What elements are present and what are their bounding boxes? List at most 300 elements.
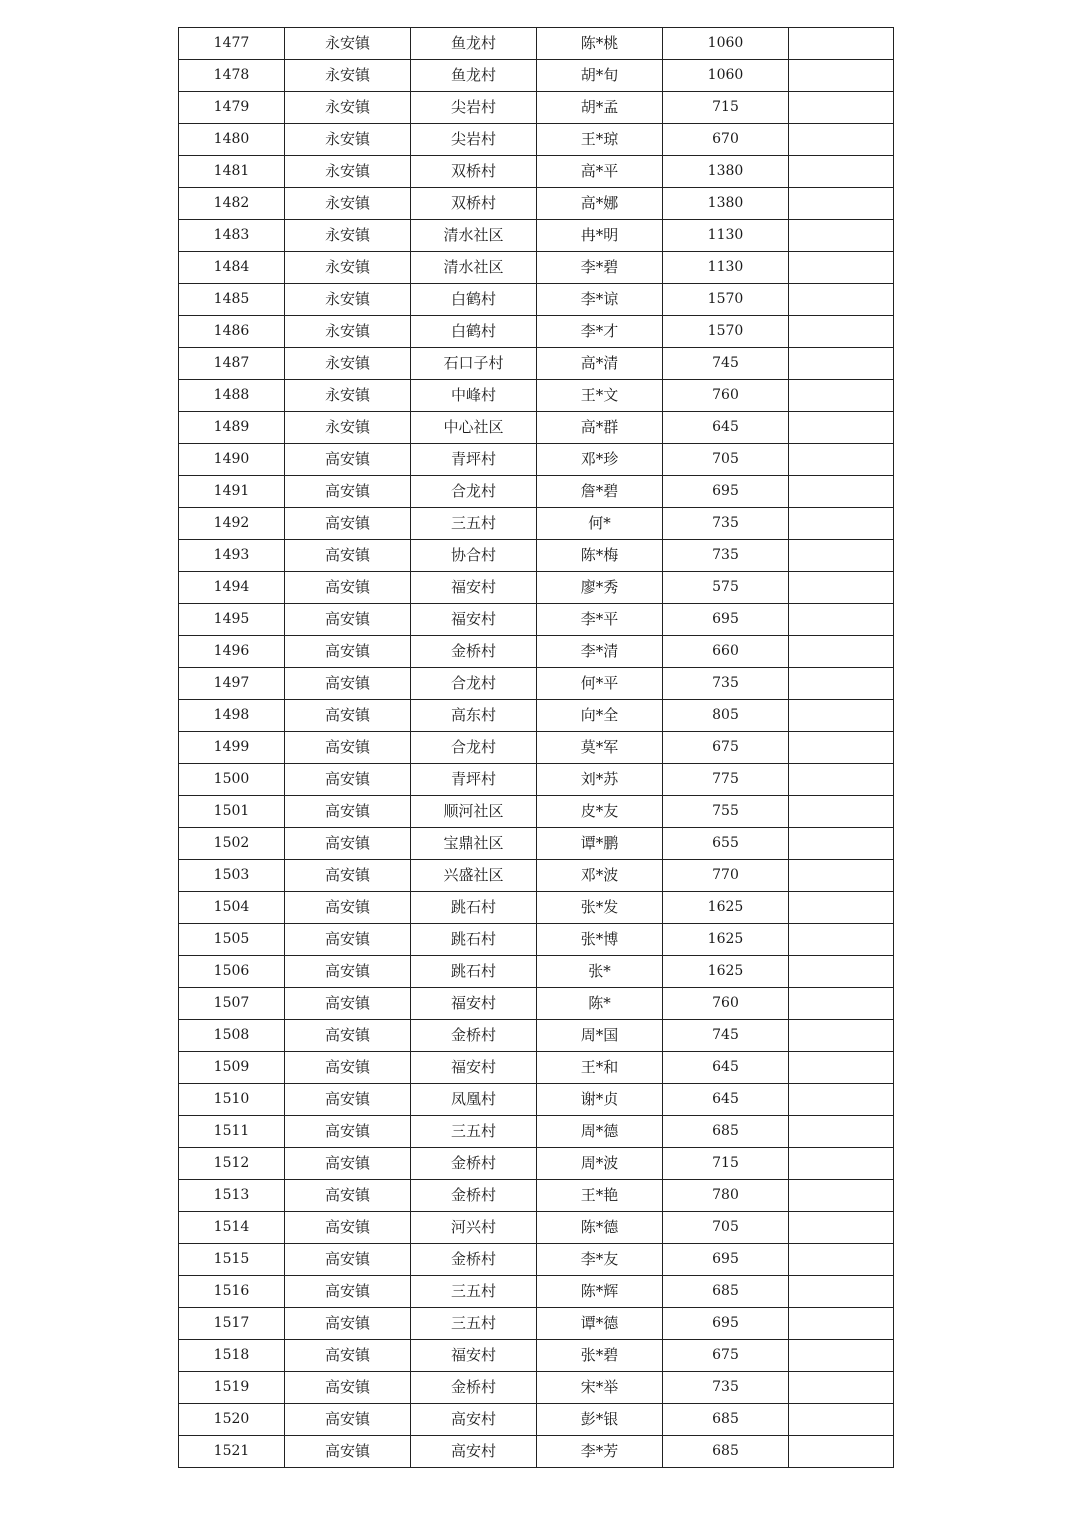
- cell-remark: [789, 1372, 894, 1404]
- cell-town: 高安镇: [285, 668, 411, 700]
- cell-name: 邓*波: [537, 860, 663, 892]
- cell-remark: [789, 1148, 894, 1180]
- cell-amount: 1380: [663, 188, 789, 220]
- cell-serial: 1488: [179, 380, 285, 412]
- table-row: [179, 1244, 894, 1276]
- cell-village: 三五村: [411, 1308, 537, 1340]
- table-row: [179, 444, 894, 476]
- cell-serial: 1502: [179, 828, 285, 860]
- cell-village: 清水社区: [411, 252, 537, 284]
- cell-village: 尖岩村: [411, 92, 537, 124]
- cell-village: 福安村: [411, 1052, 537, 1084]
- cell-amount: 685: [663, 1276, 789, 1308]
- cell-name: 邓*珍: [537, 444, 663, 476]
- cell-amount: 685: [663, 1436, 789, 1468]
- cell-remark: [789, 1212, 894, 1244]
- cell-serial: 1487: [179, 348, 285, 380]
- cell-village: 鱼龙村: [411, 60, 537, 92]
- table-row: [179, 1372, 894, 1404]
- cell-town: 高安镇: [285, 988, 411, 1020]
- cell-remark: [789, 892, 894, 924]
- cell-town: 高安镇: [285, 828, 411, 860]
- cell-remark: [789, 348, 894, 380]
- cell-village: 跳石村: [411, 924, 537, 956]
- cell-town: 高安镇: [285, 796, 411, 828]
- cell-town: 高安镇: [285, 1372, 411, 1404]
- cell-remark: [789, 988, 894, 1020]
- cell-name: 陈*: [537, 988, 663, 1020]
- cell-serial: 1484: [179, 252, 285, 284]
- cell-village: 金桥村: [411, 1148, 537, 1180]
- cell-town: 高安镇: [285, 636, 411, 668]
- cell-amount: 715: [663, 92, 789, 124]
- cell-village: 高安村: [411, 1404, 537, 1436]
- cell-village: 金桥村: [411, 1372, 537, 1404]
- table-row: [179, 60, 894, 92]
- cell-village: 尖岩村: [411, 124, 537, 156]
- cell-town: 高安镇: [285, 1308, 411, 1340]
- cell-remark: [789, 1052, 894, 1084]
- cell-amount: 575: [663, 572, 789, 604]
- cell-amount: 1625: [663, 924, 789, 956]
- cell-amount: 695: [663, 476, 789, 508]
- cell-amount: 1380: [663, 156, 789, 188]
- table-row: [179, 156, 894, 188]
- cell-town: 高安镇: [285, 956, 411, 988]
- table-row: [179, 284, 894, 316]
- table-row: [179, 28, 894, 60]
- cell-serial: 1498: [179, 700, 285, 732]
- cell-amount: 780: [663, 1180, 789, 1212]
- cell-village: 福安村: [411, 604, 537, 636]
- cell-serial: 1494: [179, 572, 285, 604]
- cell-town: 高安镇: [285, 700, 411, 732]
- cell-name: 高*清: [537, 348, 663, 380]
- cell-town: 高安镇: [285, 1148, 411, 1180]
- cell-serial: 1507: [179, 988, 285, 1020]
- cell-amount: 1060: [663, 60, 789, 92]
- cell-name: 李*平: [537, 604, 663, 636]
- cell-amount: 1130: [663, 252, 789, 284]
- cell-amount: 705: [663, 444, 789, 476]
- cell-amount: 805: [663, 700, 789, 732]
- cell-name: 王*文: [537, 380, 663, 412]
- cell-remark: [789, 540, 894, 572]
- cell-remark: [789, 1404, 894, 1436]
- cell-remark: [789, 1340, 894, 1372]
- cell-amount: 715: [663, 1148, 789, 1180]
- cell-town: 高安镇: [285, 444, 411, 476]
- cell-amount: 1130: [663, 220, 789, 252]
- table-row: [179, 828, 894, 860]
- cell-serial: 1516: [179, 1276, 285, 1308]
- cell-remark: [789, 860, 894, 892]
- cell-name: 王*琼: [537, 124, 663, 156]
- cell-amount: 705: [663, 1212, 789, 1244]
- cell-town: 高安镇: [285, 1052, 411, 1084]
- cell-serial: 1481: [179, 156, 285, 188]
- cell-village: 宝鼎社区: [411, 828, 537, 860]
- cell-name: 李*才: [537, 316, 663, 348]
- cell-name: 彭*银: [537, 1404, 663, 1436]
- cell-name: 胡*旬: [537, 60, 663, 92]
- cell-remark: [789, 1308, 894, 1340]
- cell-remark: [789, 444, 894, 476]
- cell-name: 廖*秀: [537, 572, 663, 604]
- cell-name: 张*: [537, 956, 663, 988]
- table-row: [179, 604, 894, 636]
- cell-serial: 1490: [179, 444, 285, 476]
- cell-town: 永安镇: [285, 380, 411, 412]
- table-row: [179, 1180, 894, 1212]
- cell-serial: 1520: [179, 1404, 285, 1436]
- cell-town: 永安镇: [285, 156, 411, 188]
- cell-town: 永安镇: [285, 28, 411, 60]
- cell-amount: 735: [663, 508, 789, 540]
- cell-remark: [789, 1084, 894, 1116]
- cell-village: 协合村: [411, 540, 537, 572]
- cell-name: 李*清: [537, 636, 663, 668]
- cell-serial: 1511: [179, 1116, 285, 1148]
- cell-serial: 1486: [179, 316, 285, 348]
- cell-town: 永安镇: [285, 252, 411, 284]
- cell-name: 皮*友: [537, 796, 663, 828]
- cell-remark: [789, 316, 894, 348]
- cell-amount: 770: [663, 860, 789, 892]
- cell-town: 永安镇: [285, 220, 411, 252]
- cell-name: 张*碧: [537, 1340, 663, 1372]
- cell-remark: [789, 508, 894, 540]
- cell-name: 王*艳: [537, 1180, 663, 1212]
- table-row: [179, 572, 894, 604]
- cell-town: 高安镇: [285, 1404, 411, 1436]
- cell-amount: 1625: [663, 956, 789, 988]
- cell-amount: 695: [663, 1308, 789, 1340]
- cell-serial: 1515: [179, 1244, 285, 1276]
- cell-serial: 1508: [179, 1020, 285, 1052]
- table-row: [179, 316, 894, 348]
- cell-name: 胡*孟: [537, 92, 663, 124]
- cell-amount: 685: [663, 1404, 789, 1436]
- cell-serial: 1491: [179, 476, 285, 508]
- table-row: [179, 220, 894, 252]
- cell-village: 合龙村: [411, 668, 537, 700]
- table-row: [179, 1084, 894, 1116]
- cell-amount: 675: [663, 1340, 789, 1372]
- cell-name: 张*博: [537, 924, 663, 956]
- cell-remark: [789, 1276, 894, 1308]
- table-row: [179, 92, 894, 124]
- cell-remark: [789, 636, 894, 668]
- cell-name: 向*全: [537, 700, 663, 732]
- cell-remark: [789, 796, 894, 828]
- cell-serial: 1478: [179, 60, 285, 92]
- cell-serial: 1496: [179, 636, 285, 668]
- cell-town: 高安镇: [285, 1020, 411, 1052]
- cell-name: 李*友: [537, 1244, 663, 1276]
- cell-name: 莫*军: [537, 732, 663, 764]
- relief-roster-table: [178, 27, 894, 1468]
- cell-village: 白鹤村: [411, 284, 537, 316]
- cell-amount: 645: [663, 1052, 789, 1084]
- cell-town: 永安镇: [285, 188, 411, 220]
- cell-amount: 735: [663, 668, 789, 700]
- cell-name: 陈*辉: [537, 1276, 663, 1308]
- cell-village: 跳石村: [411, 956, 537, 988]
- table-row: [179, 1020, 894, 1052]
- cell-town: 高安镇: [285, 1276, 411, 1308]
- cell-serial: 1519: [179, 1372, 285, 1404]
- cell-village: 金桥村: [411, 1020, 537, 1052]
- cell-village: 跳石村: [411, 892, 537, 924]
- cell-serial: 1480: [179, 124, 285, 156]
- cell-village: 金桥村: [411, 636, 537, 668]
- cell-name: 李*碧: [537, 252, 663, 284]
- table-row: [179, 796, 894, 828]
- cell-serial: 1482: [179, 188, 285, 220]
- table-row: [179, 476, 894, 508]
- table-row: [179, 668, 894, 700]
- cell-village: 清水社区: [411, 220, 537, 252]
- cell-town: 高安镇: [285, 540, 411, 572]
- cell-village: 高安村: [411, 1436, 537, 1468]
- cell-town: 高安镇: [285, 604, 411, 636]
- cell-remark: [789, 380, 894, 412]
- table-row: [179, 508, 894, 540]
- cell-remark: [789, 828, 894, 860]
- cell-remark: [789, 924, 894, 956]
- cell-village: 河兴村: [411, 1212, 537, 1244]
- table-row: [179, 1308, 894, 1340]
- cell-remark: [789, 156, 894, 188]
- cell-amount: 685: [663, 1116, 789, 1148]
- table-row: [179, 1436, 894, 1468]
- cell-serial: 1499: [179, 732, 285, 764]
- cell-town: 高安镇: [285, 924, 411, 956]
- cell-name: 王*和: [537, 1052, 663, 1084]
- cell-amount: 645: [663, 1084, 789, 1116]
- table-row: [179, 732, 894, 764]
- cell-serial: 1518: [179, 1340, 285, 1372]
- cell-remark: [789, 668, 894, 700]
- cell-village: 福安村: [411, 988, 537, 1020]
- cell-amount: 695: [663, 1244, 789, 1276]
- cell-name: 张*发: [537, 892, 663, 924]
- cell-name: 陈*德: [537, 1212, 663, 1244]
- table-row: [179, 1404, 894, 1436]
- cell-town: 高安镇: [285, 860, 411, 892]
- cell-town: 永安镇: [285, 124, 411, 156]
- cell-remark: [789, 60, 894, 92]
- cell-name: 高*群: [537, 412, 663, 444]
- cell-town: 高安镇: [285, 1340, 411, 1372]
- cell-serial: 1506: [179, 956, 285, 988]
- cell-amount: 745: [663, 1020, 789, 1052]
- table-row: [179, 188, 894, 220]
- cell-village: 福安村: [411, 572, 537, 604]
- cell-serial: 1495: [179, 604, 285, 636]
- cell-village: 兴盛社区: [411, 860, 537, 892]
- cell-remark: [789, 764, 894, 796]
- cell-name: 周*波: [537, 1148, 663, 1180]
- cell-village: 高东村: [411, 700, 537, 732]
- cell-serial: 1501: [179, 796, 285, 828]
- table-row: [179, 764, 894, 796]
- cell-name: 刘*苏: [537, 764, 663, 796]
- cell-town: 高安镇: [285, 1180, 411, 1212]
- cell-serial: 1500: [179, 764, 285, 796]
- cell-town: 高安镇: [285, 1212, 411, 1244]
- cell-amount: 735: [663, 540, 789, 572]
- cell-name: 陈*梅: [537, 540, 663, 572]
- cell-amount: 675: [663, 732, 789, 764]
- cell-remark: [789, 412, 894, 444]
- cell-town: 高安镇: [285, 1116, 411, 1148]
- cell-name: 何*平: [537, 668, 663, 700]
- cell-serial: 1479: [179, 92, 285, 124]
- cell-name: 李*芳: [537, 1436, 663, 1468]
- cell-town: 高安镇: [285, 572, 411, 604]
- table-row: [179, 892, 894, 924]
- cell-town: 高安镇: [285, 476, 411, 508]
- cell-village: 青坪村: [411, 764, 537, 796]
- cell-name: 詹*碧: [537, 476, 663, 508]
- cell-village: 金桥村: [411, 1180, 537, 1212]
- cell-remark: [789, 700, 894, 732]
- table-row: [179, 988, 894, 1020]
- table-row: [179, 124, 894, 156]
- cell-amount: 670: [663, 124, 789, 156]
- cell-serial: 1493: [179, 540, 285, 572]
- cell-remark: [789, 1244, 894, 1276]
- cell-amount: 745: [663, 348, 789, 380]
- cell-name: 何*: [537, 508, 663, 540]
- cell-town: 高安镇: [285, 1244, 411, 1276]
- cell-remark: [789, 188, 894, 220]
- cell-village: 金桥村: [411, 1244, 537, 1276]
- cell-name: 李*谅: [537, 284, 663, 316]
- cell-amount: 1060: [663, 28, 789, 60]
- cell-town: 高安镇: [285, 732, 411, 764]
- cell-remark: [789, 1180, 894, 1212]
- cell-village: 顺河社区: [411, 796, 537, 828]
- cell-name: 陈*桃: [537, 28, 663, 60]
- table-row: [179, 1212, 894, 1244]
- cell-serial: 1485: [179, 284, 285, 316]
- cell-amount: 655: [663, 828, 789, 860]
- cell-village: 石口子村: [411, 348, 537, 380]
- table-row: [179, 1052, 894, 1084]
- cell-village: 三五村: [411, 1116, 537, 1148]
- cell-amount: 755: [663, 796, 789, 828]
- cell-town: 永安镇: [285, 316, 411, 348]
- cell-serial: 1497: [179, 668, 285, 700]
- cell-amount: 1570: [663, 284, 789, 316]
- cell-town: 永安镇: [285, 60, 411, 92]
- cell-amount: 645: [663, 412, 789, 444]
- cell-village: 三五村: [411, 1276, 537, 1308]
- table-row: [179, 924, 894, 956]
- cell-village: 鱼龙村: [411, 28, 537, 60]
- cell-remark: [789, 284, 894, 316]
- table-row: [179, 1276, 894, 1308]
- table-row: [179, 348, 894, 380]
- cell-serial: 1513: [179, 1180, 285, 1212]
- cell-name: 谭*鹏: [537, 828, 663, 860]
- cell-name: 宋*举: [537, 1372, 663, 1404]
- table-row: [179, 636, 894, 668]
- cell-amount: 735: [663, 1372, 789, 1404]
- table-row: [179, 380, 894, 412]
- cell-remark: [789, 1436, 894, 1468]
- cell-town: 高安镇: [285, 764, 411, 796]
- cell-serial: 1510: [179, 1084, 285, 1116]
- cell-amount: 1625: [663, 892, 789, 924]
- cell-village: 白鹤村: [411, 316, 537, 348]
- table-row: [179, 956, 894, 988]
- cell-village: 中心社区: [411, 412, 537, 444]
- cell-town: 高安镇: [285, 1084, 411, 1116]
- cell-village: 福安村: [411, 1340, 537, 1372]
- cell-town: 高安镇: [285, 508, 411, 540]
- cell-remark: [789, 572, 894, 604]
- cell-town: 高安镇: [285, 1436, 411, 1468]
- cell-serial: 1509: [179, 1052, 285, 1084]
- cell-remark: [789, 252, 894, 284]
- cell-name: 高*娜: [537, 188, 663, 220]
- cell-village: 三五村: [411, 508, 537, 540]
- cell-remark: [789, 124, 894, 156]
- cell-name: 高*平: [537, 156, 663, 188]
- cell-village: 双桥村: [411, 156, 537, 188]
- cell-village: 凤凰村: [411, 1084, 537, 1116]
- cell-amount: 660: [663, 636, 789, 668]
- cell-remark: [789, 220, 894, 252]
- cell-name: 周*德: [537, 1116, 663, 1148]
- cell-name: 冉*明: [537, 220, 663, 252]
- cell-serial: 1504: [179, 892, 285, 924]
- cell-name: 周*国: [537, 1020, 663, 1052]
- cell-serial: 1483: [179, 220, 285, 252]
- cell-town: 永安镇: [285, 284, 411, 316]
- table-row: [179, 1116, 894, 1148]
- cell-amount: 1570: [663, 316, 789, 348]
- cell-serial: 1489: [179, 412, 285, 444]
- cell-amount: 695: [663, 604, 789, 636]
- cell-amount: 760: [663, 380, 789, 412]
- cell-village: 双桥村: [411, 188, 537, 220]
- cell-remark: [789, 92, 894, 124]
- cell-remark: [789, 28, 894, 60]
- table-row: [179, 252, 894, 284]
- cell-village: 合龙村: [411, 476, 537, 508]
- cell-name: 谭*德: [537, 1308, 663, 1340]
- table-row: [179, 540, 894, 572]
- cell-remark: [789, 1020, 894, 1052]
- cell-serial: 1514: [179, 1212, 285, 1244]
- cell-remark: [789, 956, 894, 988]
- cell-remark: [789, 732, 894, 764]
- cell-remark: [789, 1116, 894, 1148]
- cell-remark: [789, 476, 894, 508]
- cell-village: 合龙村: [411, 732, 537, 764]
- cell-serial: 1477: [179, 28, 285, 60]
- table-row: [179, 700, 894, 732]
- table-row: [179, 1340, 894, 1372]
- cell-serial: 1512: [179, 1148, 285, 1180]
- table-body: [179, 28, 894, 1468]
- cell-town: 永安镇: [285, 412, 411, 444]
